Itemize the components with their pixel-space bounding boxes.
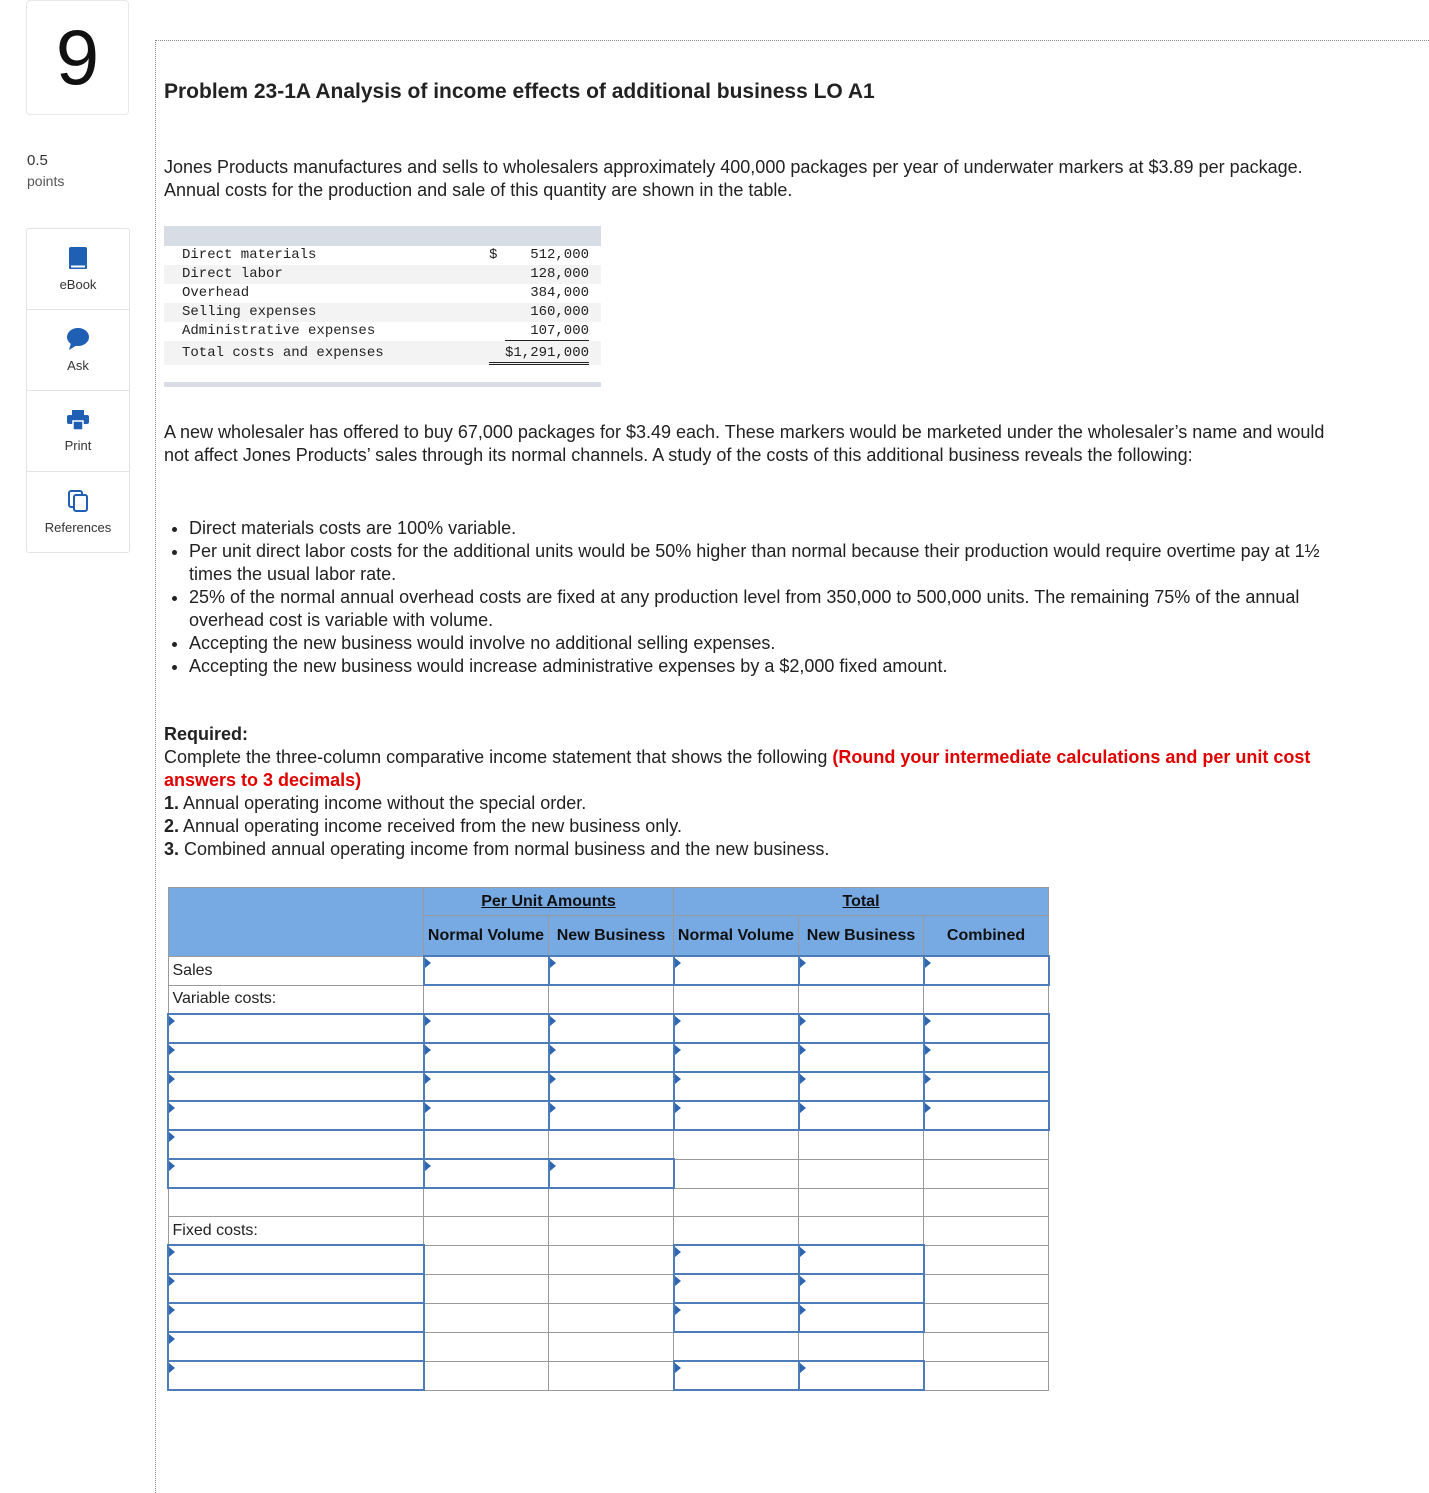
row-label-sales: Sales	[168, 956, 424, 985]
income-statement-table	[167, 887, 1050, 1391]
required-item: 2. Annual operating income received from the new business only.	[164, 816, 682, 836]
input-cell[interactable]	[549, 1014, 674, 1043]
input-cell[interactable]	[674, 1043, 799, 1072]
input-cell[interactable]	[674, 1361, 799, 1390]
cost-rows	[164, 246, 601, 365]
print-icon	[66, 409, 90, 431]
header-blank	[168, 888, 424, 957]
references-icon	[67, 489, 89, 513]
dotted-border-top	[155, 40, 1429, 41]
input-cell[interactable]	[549, 1159, 674, 1188]
input-cell[interactable]	[549, 1072, 674, 1101]
input-cell[interactable]	[924, 1043, 1049, 1072]
table-row	[168, 1043, 1049, 1072]
rounding-instruction: (Round your intermediate calculations and per unit cost answers to 3 decimals)	[164, 747, 1311, 790]
cost-row: Direct labor 128,000	[164, 265, 601, 284]
dropdown-cell[interactable]	[168, 1101, 424, 1130]
input-cell[interactable]	[424, 1014, 549, 1043]
table-row-blank	[168, 1188, 1049, 1217]
input-cell[interactable]	[424, 1072, 549, 1101]
list-item: • Direct materials costs are 100% variable.	[189, 517, 1344, 540]
cost-row: Direct materials $ 512,000	[182, 247, 589, 263]
dropdown-cell[interactable]	[168, 1072, 424, 1101]
cost-study-list	[164, 517, 1344, 678]
points-value: 0.5	[27, 152, 48, 169]
input-cell[interactable]	[799, 1072, 924, 1101]
table-row	[168, 1332, 1049, 1361]
table-row	[168, 1159, 1049, 1188]
input-cell[interactable]	[549, 1101, 674, 1130]
col-header-new-business: New Business	[549, 916, 674, 957]
cost-row: Selling expenses 160,000	[164, 303, 601, 322]
list-item: • Per unit direct labor costs for the additional units would be 50% higher than normal because their production would require overtime pay at 1½ times the usual labor rate.	[189, 540, 1344, 586]
table-row	[168, 1014, 1049, 1043]
cost-row: Overhead 384,000	[182, 285, 589, 301]
points-display	[27, 150, 64, 192]
input-cell[interactable]	[924, 1072, 1049, 1101]
input-cell[interactable]	[674, 1245, 799, 1274]
input-cell[interactable]	[674, 1101, 799, 1130]
references-button[interactable]	[27, 472, 129, 552]
input-cell[interactable]	[549, 956, 674, 985]
list-item: • Accepting the new business would involve no additional selling expenses.	[189, 632, 1344, 655]
required-item: 3. Combined annual operating income from normal business and the new business.	[164, 839, 830, 859]
ebook-label: eBook	[59, 277, 97, 292]
dropdown-cell[interactable]	[168, 1332, 424, 1361]
col-header-combined: Combined	[924, 916, 1049, 957]
per-unit-group-header: Per Unit Amounts	[424, 888, 674, 916]
problem-content	[164, 78, 1344, 861]
points-label: points	[27, 173, 65, 189]
input-cell[interactable]	[799, 1274, 924, 1303]
required-heading: Required:	[164, 724, 249, 744]
print-label: Print	[64, 438, 92, 453]
cost-row: Administrative expenses 107,000	[182, 323, 589, 339]
required-text: Complete the three-column comparative income statement that shows the following	[164, 747, 833, 767]
book-icon	[67, 246, 89, 270]
problem-title: Problem 23-1A Analysis of income effects of additional business LO A1	[164, 80, 875, 103]
table-row	[168, 1101, 1049, 1130]
table-row-variable-header	[168, 985, 1049, 1014]
dotted-border-left	[155, 40, 156, 1493]
dropdown-cell[interactable]	[168, 1014, 424, 1043]
input-cell[interactable]	[549, 1043, 674, 1072]
table-row	[168, 1130, 1049, 1159]
input-cell[interactable]	[799, 956, 924, 985]
input-cell[interactable]	[674, 1014, 799, 1043]
input-cell[interactable]	[799, 1245, 924, 1274]
offer-paragraph: A new wholesaler has offered to buy 67,000 packages for $3.49 each. These markers would be marketed under the wholesaler’s name and would not affect Jones Products’ sales through its normal channels. A study of the costs of this additional business reveals the following:	[164, 422, 1325, 465]
question-number-text: 9	[55, 13, 100, 101]
total-group-header: Total	[674, 888, 1049, 916]
dropdown-cell[interactable]	[168, 1130, 424, 1159]
dropdown-cell[interactable]	[168, 1361, 424, 1390]
list-item: • 25% of the normal annual overhead costs are fixed at any production level from 350,000 to 500,000 units. The remaining 75% of the annual overhead cost is variable with volume.	[189, 586, 1344, 632]
table-row	[168, 1245, 1049, 1274]
input-cell[interactable]	[674, 1303, 799, 1332]
input-cell[interactable]	[674, 956, 799, 985]
cost-table	[164, 226, 601, 387]
input-cell[interactable]	[674, 1274, 799, 1303]
table-row-fixed-header	[168, 1217, 1049, 1246]
dropdown-cell[interactable]	[168, 1274, 424, 1303]
ask-button[interactable]	[27, 310, 129, 391]
table-row	[168, 1361, 1049, 1390]
list-item: • Accepting the new business would increase administrative expenses by a $2,000 fixed amount.	[189, 655, 1344, 678]
table-row-sales	[168, 956, 1049, 985]
input-cell[interactable]	[424, 1159, 549, 1188]
input-cell[interactable]	[424, 1101, 549, 1130]
dropdown-cell[interactable]	[168, 1303, 424, 1332]
required-item: 1. Annual operating income without the special order.	[164, 793, 587, 813]
row-label-fixed-costs: Fixed costs:	[168, 1217, 424, 1246]
table-row	[168, 1303, 1049, 1332]
input-cell[interactable]	[799, 1361, 924, 1390]
references-label: References	[44, 520, 112, 535]
col-header-normal-volume-total: Normal Volume	[674, 916, 799, 957]
problem-intro: Jones Products manufactures and sells to wholesalers approximately 400,000 packages per year of underwater markers at $3.89 per package. Annual costs for the production and sale of this quantity are shown in the table.	[164, 157, 1303, 200]
chat-icon	[66, 327, 90, 351]
input-cell[interactable]	[799, 1043, 924, 1072]
input-cell[interactable]	[424, 956, 549, 985]
input-cell[interactable]	[924, 956, 1049, 985]
ask-label: Ask	[67, 358, 89, 373]
input-cell[interactable]	[799, 1303, 924, 1332]
question-number	[26, 0, 129, 115]
dropdown-cell[interactable]	[168, 1159, 424, 1188]
table-row	[168, 1274, 1049, 1303]
col-header-new-business-total: New Business	[799, 916, 924, 957]
col-header-normal-volume: Normal Volume	[424, 916, 549, 957]
input-cell[interactable]	[799, 1014, 924, 1043]
ebook-button[interactable]	[27, 229, 129, 310]
print-button[interactable]	[27, 391, 129, 472]
input-cell[interactable]	[424, 1043, 549, 1072]
row-label-variable-costs: Variable costs:	[168, 985, 424, 1014]
tool-panel	[26, 228, 130, 553]
dropdown-cell[interactable]	[168, 1043, 424, 1072]
input-cell[interactable]	[924, 1014, 1049, 1043]
table-row	[168, 1072, 1049, 1101]
input-cell[interactable]	[924, 1101, 1049, 1130]
required-section	[164, 723, 1344, 861]
input-cell[interactable]	[674, 1072, 799, 1101]
dropdown-cell[interactable]	[168, 1245, 424, 1274]
input-cell[interactable]	[799, 1101, 924, 1130]
cost-total-row: Total costs and expenses $1,291,000	[164, 341, 601, 365]
